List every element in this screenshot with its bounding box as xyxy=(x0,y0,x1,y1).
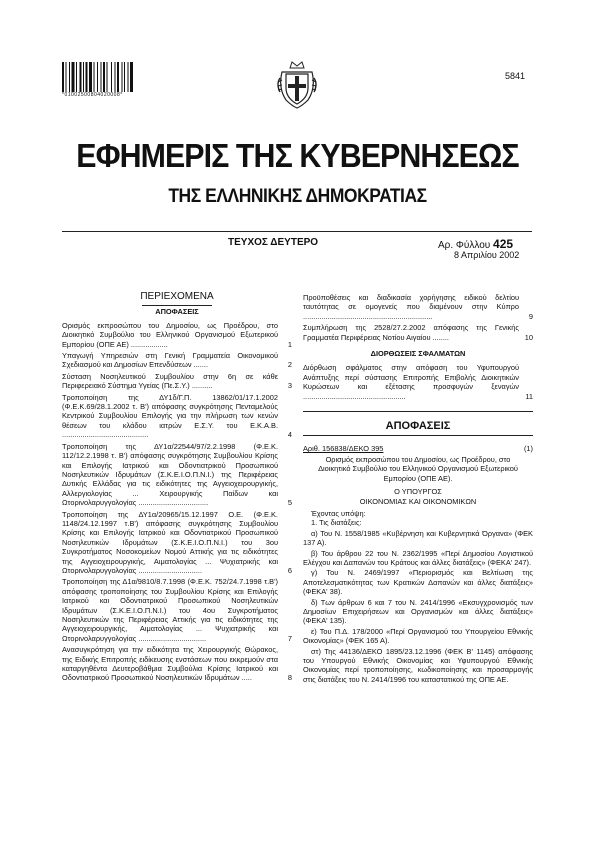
decisions-heading: ΑΠΟΦΑΣΕΙΣ xyxy=(385,420,451,433)
page-number: 5841 xyxy=(505,71,526,81)
decision-body xyxy=(303,518,533,684)
sheet-value: 425 xyxy=(493,237,514,251)
barcode-bar xyxy=(103,62,105,92)
barcode-bar xyxy=(80,62,82,92)
toc-heading: ΠΕΡΙΕΧΟΜΕΝΑ xyxy=(140,291,214,302)
toc-entry-page: 11 xyxy=(525,391,533,401)
barcode-bar xyxy=(111,62,112,92)
toc-entry-text: Υπαγωγή Υπηρεσιών στη Γενική Γραμματεία Οικονομικού Σχεδιασμού και Δημοσίων Επενδύσεων ....... xyxy=(62,351,278,370)
barcode-bar xyxy=(83,62,84,92)
barcode xyxy=(62,62,154,92)
toc-entry-page: 1 xyxy=(287,339,292,349)
toc-entry-text: Διόρθωση σφάλματος στην απόφαση του Υφυπουργού Ανάπτυξης περί σύστασης Επιτροπής Επιβολής Διοικητικών Κυρώσεων και εξέτασης προσφυγών ξεναγών .................................................. xyxy=(303,363,519,401)
toc-entry xyxy=(62,372,292,391)
sheet-number xyxy=(438,237,513,251)
barcode-bar xyxy=(69,62,70,92)
barcode-bar xyxy=(107,62,108,92)
barcode-bar xyxy=(117,62,119,92)
barcode-bar xyxy=(130,62,133,92)
decision-paragraph: α) Του Ν. 1558/1985 «Κυβέρνηση και Κυβερνητικά Όργανα» (ΦΕΚ 137 Α). xyxy=(303,528,533,548)
sheet-label: Αρ. Φύλλου xyxy=(438,240,491,251)
decision-ref: (1) xyxy=(523,444,533,454)
toc-entry xyxy=(303,293,533,321)
barcode-bar xyxy=(115,62,116,92)
divider xyxy=(62,231,532,232)
toc-entry-page: 7 xyxy=(287,633,292,643)
toc-entry-text: Τροποποίηση της ΔΥ1α/22544/97/2.2.1998 (Φ.Ε.Κ. 112/12.2.1998 τ. Β') απόφασης συγκρότησης Συμβουλίου Κρίσης και Επιλογής Ιατρικού και Οδοντιατρικού Προσωπικού Νοσηλευτικών Ιδρυμάτων (Σ.Κ.Ε.Ι.Ο.Π.Ν.Ι.) της Περιφέρειας Δυτικής Ελλάδας για τις ειδικότητες της Αγγειοχειρουργικής, Αλλεργιολογίας ... Χειρουργικής Παίδων και Ωτορινολαρυγγολογίας .................................. xyxy=(62,441,278,508)
barcode-bar xyxy=(94,62,95,92)
toc-entry xyxy=(62,645,292,683)
toc-entry-text: Ανασυγκρότηση για την ειδικότητα της Χειρουργικής Θώρακος, της Ειδικής Επιτροπής ειδίκευσης ενστάσεων που εκκρεμούν στα καταργηθέντα Δευτεροβάθμια Συμβούλια Κρίσης Ιατρικού και Οδοντιατρικού Προσωπικού Νοσηλευτικών Ιδρυμάτων ..... xyxy=(62,645,278,683)
barcode-bar xyxy=(101,62,102,92)
decision-paragraph: β) Του άρθρου 22 του Ν. 2362/1995 «Περί Δημοσίου Λογιστικού Ελέγχου και Δαπανών του Κράτους και άλλες διατάξεις» (ΦΕΚΑ' 247). xyxy=(303,548,533,567)
barcode-bar xyxy=(128,62,129,92)
toc-left-column xyxy=(62,292,292,685)
toc-entry-text: Ορισμός εκπροσώπου του Δημοσίου, ως Προέδρου, στο Διοικητικό Συμβούλιο του Ελληνικού Οργανισμού Εξωτερικού Εμπορίου (ΟΠΕ ΑΕ) .................. xyxy=(62,320,278,349)
gazette-title: ΕΦΗΜΕΡΙΣ ΤΗΣ ΚΥΒΕΡΝΗΣΕΩΣ xyxy=(76,137,519,174)
toc-entry xyxy=(303,363,533,401)
toc-entry-page: 8 xyxy=(287,673,292,683)
barcode-bar xyxy=(97,62,98,92)
barcode-bar xyxy=(89,62,92,92)
toc-entry xyxy=(303,323,533,342)
issue-label: ΤΕΥΧΟΣ ΔΕΥΤΕΡΟ xyxy=(228,237,319,248)
decision-number-row xyxy=(303,444,533,453)
toc-entry-page: 3 xyxy=(287,381,292,391)
right-column xyxy=(303,293,533,685)
toc-entry-text: Τροποποίηση της Δ1α/9810/8.7.1998 (Φ.Ε.Κ. 752/24.7.1998 τ.Β') απόφασης τροποποίησης του Συμβουλίου Κρίσης και Επιλογής Ιατρικού και Οδοντιατρικού Προσωπικού Νοσηλευτικών Ιδρυμάτων (Σ.Κ.Ε.Ι.Ο.Π.Ν.Ι.) του 4ου Συγκροτήματος Νοσηλευτικών της Περιφέρειας Αττικής για τις ειδικότητες της Αγγειοχειρουργικής, Αιματολογίας ... Ψυχιατρικής και Ωτορινολαρυγγολογίας ................................. xyxy=(62,577,278,643)
toc-section: ΑΠΟΦΑΣΕΙΣ xyxy=(155,307,199,317)
toc-heading-rule xyxy=(142,305,212,306)
toc-entry xyxy=(62,393,292,440)
toc-list xyxy=(62,321,292,683)
decision-subject: Ορισμός εκπροσώπου του Δημοσίου, ως Προέδρου, στο Διοικητικό Συμβούλιο του Ελληνικού Οργανισμού Εξωτερικού Εμπορίου (ΟΠΕ ΑΕ). xyxy=(318,454,518,483)
corrections-list xyxy=(303,363,533,401)
decision-paragraph: ε) Του Π.Δ. 178/2000 «Περί Οργανισμού του Υπουργείου Εθνικής Οικονομίας» (ΦΕΚ 165 Α). xyxy=(303,626,533,646)
divider xyxy=(303,435,533,436)
decision-paragraph: γ) Του Ν. 2469/1997 «Περιορισμός και Βελτίωση της Αποτελεσματικότητας των Κρατικών Δαπανών και άλλες διατάξεις» (ΦΕΚΑ' 38). xyxy=(303,568,533,597)
barcode-bar xyxy=(72,62,75,92)
toc-entry-text: Τροποποίηση της ΔΥ1δ/Γ.Π. 13862/01/17.1.2002 (Φ.Ε.Κ.69/28.1.2002 τ. Β') απόφασης συγκρότησης Πενταμελούς Κεντρικού Συμβουλίου Επιλογής για την πλήρωση των κενών θέσεων του κλάδου ιατρών Ε.Σ.Υ. του Ε.Κ.Α.Β. .......................................... xyxy=(62,392,278,440)
barcode-bar xyxy=(122,62,123,92)
toc-entry-text: Προϋποθέσεις και διαδικασία χορήγησης ειδικού δελτίου ταυτότητας σε ομογενείς που διαμένουν στην Κύπρο ............................................................... xyxy=(303,293,519,321)
barcode-bar xyxy=(66,62,67,92)
corrections-heading: ΔΙΟΡΘΩΣΕΙΣ ΣΦΑΛΜΑΤΩΝ xyxy=(370,349,466,359)
having-regard: Έχοντας υπόψη: xyxy=(311,508,366,518)
toc-entry-page: 4 xyxy=(287,430,292,440)
toc-entry-page: 2 xyxy=(287,360,292,370)
toc-entry-page: 6 xyxy=(287,565,292,575)
toc-entry xyxy=(62,577,292,643)
barcode-bar xyxy=(124,62,125,92)
toc-entry xyxy=(62,442,292,508)
divider xyxy=(303,411,533,412)
decision-number: Αριθ. 156838/ΔΕΚΟ 395 xyxy=(303,444,384,454)
toc-entry-text: Σύσταση Νοσηλευτικού Συμβουλίου στην 6η σε κάθε Περιφερειακό Σύστημα Υγείας (Πε.Σ.Υ.) .......... xyxy=(62,371,278,391)
toc-entry xyxy=(62,321,292,349)
toc-entry-page: 5 xyxy=(287,498,292,508)
barcode-bar xyxy=(76,62,77,92)
barcode-bar xyxy=(86,62,88,92)
greek-coat-of-arms-icon xyxy=(274,58,320,110)
toc-entry xyxy=(62,510,292,576)
decision-paragraph: δ) Των άρθρων 6 και 7 του Ν. 2414/1996 «Εκσυγχρονισμός των Δημοσίων Επιχειρήσεων και Οργανισμών και άλλες διατάξεις» (ΦΕΚΑ' 135). xyxy=(303,597,533,626)
decision-paragraph: 1. Τις διατάξεις: xyxy=(311,518,362,528)
barcode-bar xyxy=(62,62,64,92)
toc-entry-page: 9 xyxy=(528,311,533,321)
toc-entry xyxy=(62,351,292,370)
toc-entry-page: 10 xyxy=(524,332,533,342)
toc-right-list xyxy=(303,293,533,342)
toc-entry-text: Συμπλήρωση της 2528/27.2.2002 απόφασης της Γενικής Γραμματέα Περιφέρειας Νοτίου Αιγαίου ........ xyxy=(303,323,519,342)
minister-title: Ο ΥΠΟΥΡΓΟΣ xyxy=(394,487,442,497)
barcode-number: *01002500804020008* xyxy=(62,92,123,98)
issue-date: 8 Απριλίου 2002 xyxy=(454,250,520,260)
decision-paragraph: στ) Της 44136/ΔΕΚΟ 1895/23.12.1996 (ΦΕΚ Β' 1145) απόφασης του Υπουργού Εθνικής Οικονομίας και Υφυπουργού Εθνικής Οικονομίας περί τροποποίησης, κωδικοποίησης και προσαρμογής στις διατάξεις του Ν. 2414/1996 του καταστατικού της ΟΠΕ ΑΕ. xyxy=(303,646,533,684)
ministry-name: ΟΙΚΟΝΟΜΙΑΣ ΚΑΙ ΟΙΚΟΝΟΜΙΚΩΝ xyxy=(359,496,477,506)
gazette-subtitle: ΤΗΣ ΕΛΛΗΝΙΚΗΣ ΔΗΜΟΚΡΑΤΙΑΣ xyxy=(168,186,427,207)
toc-entry-text: Τροποποίηση της ΔΥ1α/20965/15.12.1997 Ο.Ε. (Φ.Ε.Κ. 1148/24.12.1997 τ.Β') απόφασης συγκρότησης Συμβουλίου Κρίσης και Επιλογής Ιατρικού και Οδοντιατρικού Προσωπικού Νοσηλευτικών Ιδρυμάτων (Σ.Κ.Ε.Ι.Ο.Π.Ν.Ι.) του 3ου Συγκροτήματος Νοσοκομείων Νομού Αττικής για τις ειδικότητες της Αγγειοχειρουργικής, Αιματολογίας ... Ψυχιατρικής και Ωτορινολαρυγγολογίας ............................... xyxy=(62,509,278,575)
